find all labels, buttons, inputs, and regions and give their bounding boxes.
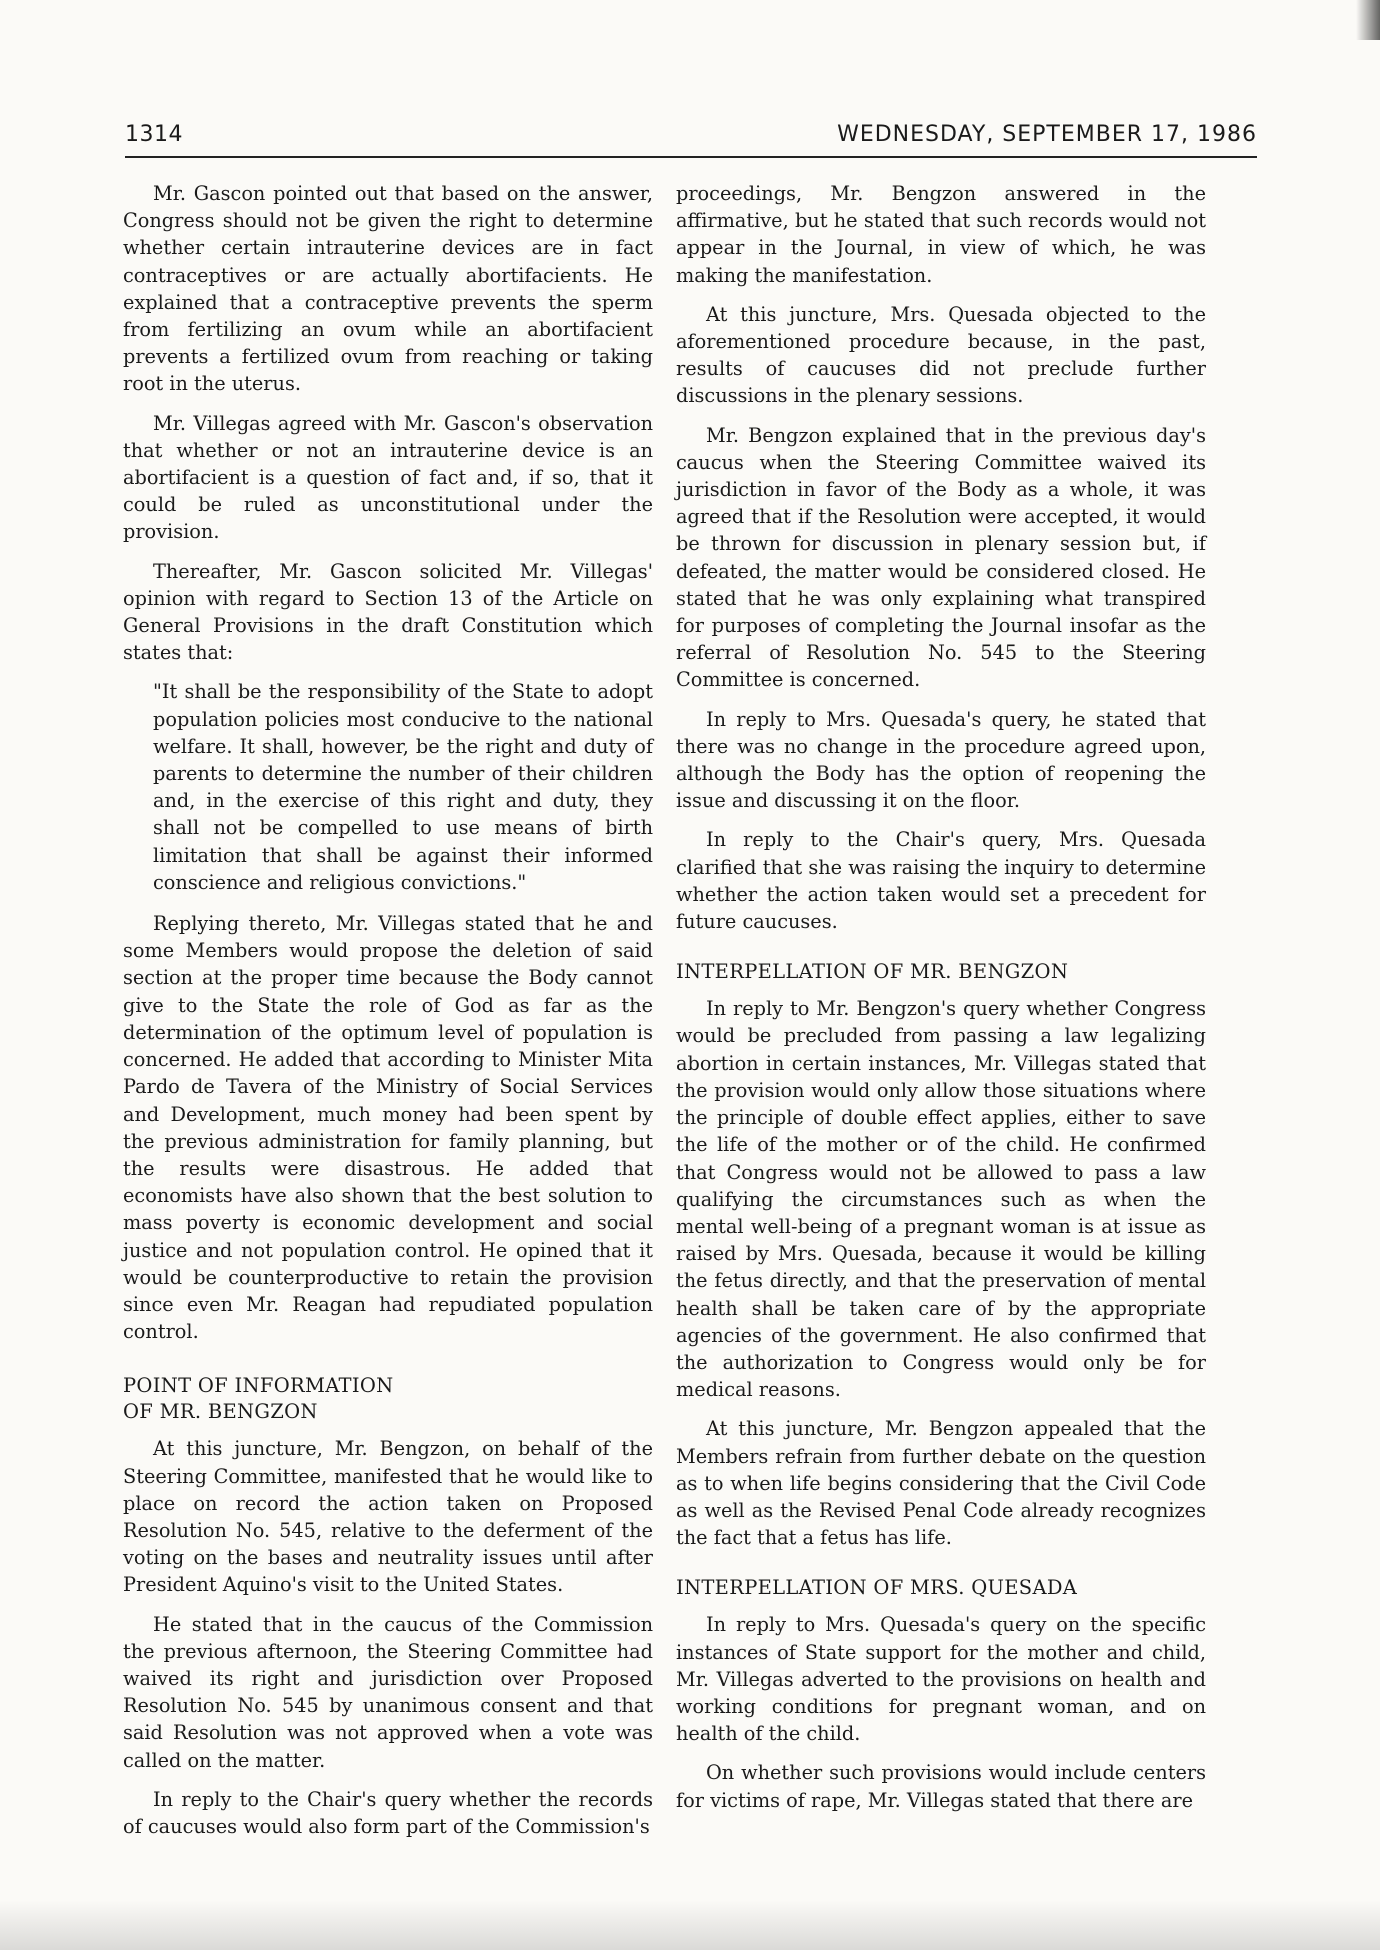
quoted-section: "It shall be the responsibility of the State to adopt population policies most conducive to the national welfare. It shall, however, be the right and duty of parents to determine the number of their children and, in the exercise of this right and duty, they shall not be compelled to use means of birth limitation that shall be against their informed conscience and religious convictions." — [153, 680, 653, 894]
page-number: 1314 — [125, 122, 183, 147]
paragraph: In reply to Mrs. Quesada's query, he stated that there was no change in the procedure agreed upon, although the Body has the option of reopening the issue and discussing it on the floor. — [676, 707, 1206, 813]
paragraph: In reply to Mrs. Quesada's query on the specific instances of State support for the mother and child, Mr. Villegas adverted to the provisions on health and working conditions for pregnant woman, and on health of the child. — [676, 1613, 1206, 1746]
right-column — [676, 180, 1206, 1826]
section-heading-line1: POINT OF INFORMATION — [123, 1374, 394, 1398]
paragraph: On whether such provisions would include centers for victims of rape, Mr. Villegas stated that there are — [676, 1761, 1206, 1812]
paragraph: In reply to the Chair's query whether the records of caucuses would also form part of the Commission's — [123, 1787, 653, 1838]
page-date: WEDNESDAY, SEPTEMBER 17, 1986 — [837, 122, 1257, 147]
section-heading: INTERPELLATION OF MRS. QUESADA — [676, 1576, 1078, 1600]
paragraph: In reply to the Chair's query, Mrs. Quesada clarified that she was raising the inquiry to determine whether the action taken would set a precedent for future caucuses. — [676, 828, 1206, 934]
paragraph: He stated that in the caucus of the Commission the previous afternoon, the Steering Committee had waived its right and jurisdiction over Proposed Resolution No. 545 by unanimous consent and that said Resolution was not approved when a vote was called on the matter. — [123, 1612, 653, 1772]
left-column — [123, 180, 653, 1852]
page-header — [125, 122, 1257, 158]
scan-edge-shadow — [1356, 0, 1380, 40]
paragraph: proceedings, Mr. Bengzon answered in the affirmative, but he stated that such records would not appear in the Journal, in view of which, he was making the manifestation. — [676, 182, 1206, 287]
paragraph: At this juncture, Mr. Bengzon appealed that the Members refrain from further debate on the question as to when life begins considering that the Civil Code as well as the Revised Penal Code already recognizes the fact that a fetus has life. — [676, 1417, 1206, 1550]
paragraph: Mr. Bengzon explained that in the previous day's caucus when the Steering Committee waived its jurisdiction in favor of the Body as a whole, it was agreed that if the Resolution were accepted, it would be thrown for discussion in plenary session but, if defeated, the matter would be considered closed. He stated that he was only explaining what transpired for purposes of completing the Journal insofar as the referral of Resolution No. 545 to the Steering Committee is concerned. — [676, 423, 1206, 692]
paragraph: At this juncture, Mr. Bengzon, on behalf of the Steering Committee, manifested that he would like to place on record the action taken on Proposed Resolution No. 545, relative to the deferment of the voting on the bases and neutrality issues until after President Aquino's visit to the United States. — [123, 1437, 653, 1597]
section-heading: INTERPELLATION OF MR. BENGZON — [676, 960, 1069, 984]
paragraph: Mr. Villegas agreed with Mr. Gascon's observation that whether or not an intrauterine device is an abortifacient is a question of fact and, if so, that it could be ruled as unconstitutional under the provision. — [123, 411, 653, 544]
paragraph: Mr. Gascon pointed out that based on the answer, Congress should not be given the right to determine whether certain intrauterine devices are in fact contraceptives or are actually abortifacients. He explained that a contraceptive prevents the sperm from fertilizing an ovum while an abortifacient prevents a fertilized ovum from reaching or taking root in the uterus. — [123, 182, 653, 396]
paragraph: Replying thereto, Mr. Villegas stated that he and some Members would propose the deletion of said section at the proper time because the Body cannot give to the State the role of God as far as the determination of the optimum level of population is concerned. He added that according to Minister Mita Pardo de Tavera of the Ministry of Social Services and Development, much money had been spent by the previous administration for family planning, but the results were disastrous. He added that economists have also shown that the best solution to mass poverty is economic development and social justice and not population control. He opined that it would be counterproductive to retain the provision since even Mr. Reagan had repudiated population control. — [123, 912, 653, 1344]
paragraph: In reply to Mr. Bengzon's query whether Congress would be precluded from passing a law legalizing abortion in certain instances, Mr. Villegas stated that the provision would only allow those situations where the principle of double effect applies, either to save the life of the mother or of the child. He confirmed that Congress would not be allowed to pass a law qualifying the circumstances such as when the mental well-being of a pregnant woman is at issue as raised by Mrs. Quesada, because it would be killing the fetus directly, and that the preservation of mental health shall be taken care of by the appropriate agencies of the government. He also confirmed that the authorization to Congress would only be for medical reasons. — [676, 997, 1206, 1402]
section-heading — [123, 1373, 653, 1425]
paragraph: Thereafter, Mr. Gascon solicited Mr. Villegas' opinion with regard to Section 13 of the Article on General Provisions in the draft Constitution which states that: — [123, 559, 653, 665]
section-heading-line2: OF MR. BENGZON — [123, 1400, 318, 1424]
scan-noise-bottom — [0, 1900, 1380, 1950]
paragraph: At this juncture, Mrs. Quesada objected to the aforementioned procedure because, in the past, results of caucuses did not preclude further discussions in the plenary sessions. — [676, 302, 1206, 408]
